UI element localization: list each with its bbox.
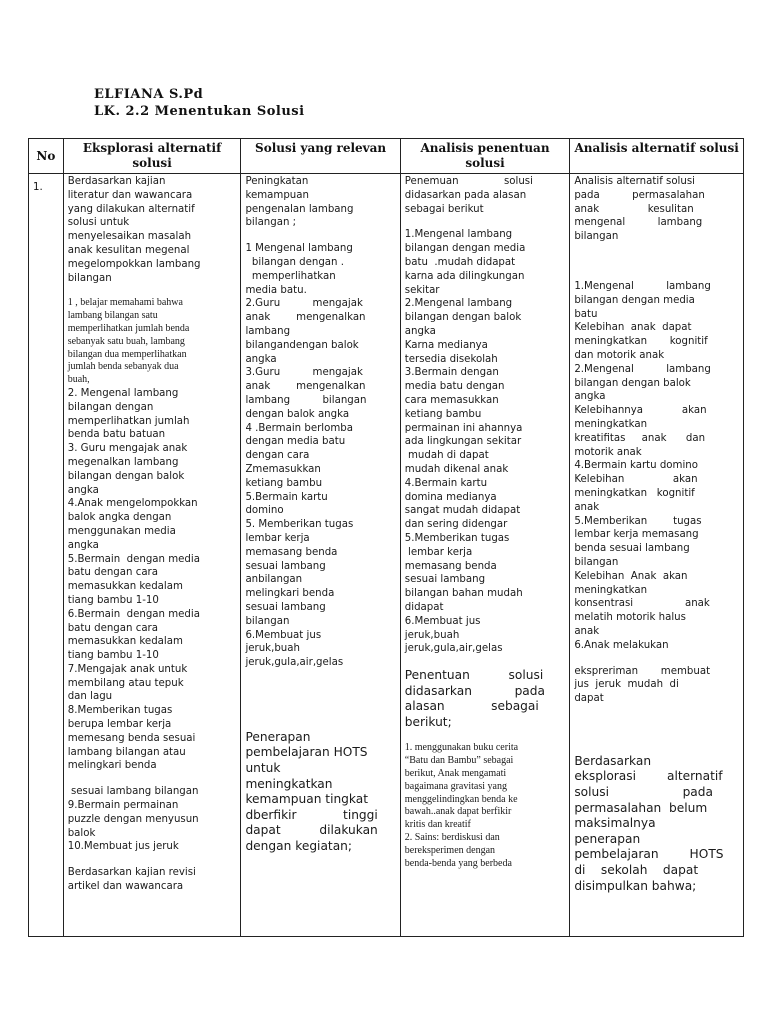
col3-line: angka	[404, 325, 436, 337]
table-header-row	[29, 139, 744, 174]
col1-line: tiang bambu 1-10	[67, 594, 159, 606]
col4-line: konsentrasi anak	[574, 598, 710, 610]
col2-line: bilangan dengan .	[245, 256, 344, 268]
col3-line: bagaimana gravitasi yang	[404, 780, 507, 792]
col4-line: angka	[574, 391, 606, 403]
col3-line: permainan ini ahannya	[404, 422, 523, 434]
col1-line: balok angka dengan	[67, 512, 172, 524]
col1-line: 7.Mengajak anak untuk	[67, 663, 188, 675]
col1-line: puzzle dengan menyusun	[67, 813, 199, 825]
col3-line: 4.Bermain kartu	[404, 477, 488, 489]
col1-line: batu dengan cara	[67, 622, 158, 634]
col1-line: yang dilakukan alternatif	[67, 203, 195, 215]
col4-line	[574, 268, 739, 280]
col1-line: memasukkan kedalam	[67, 581, 183, 593]
col1-line: melingkari benda	[67, 760, 157, 772]
col4-line: anak	[574, 501, 600, 513]
col3-line: benda-benda yang berbeda	[404, 857, 512, 869]
col3-line: batu .mudah didapat	[404, 256, 516, 268]
col1-line: lambang bilangan satu	[67, 310, 158, 322]
col4-line: Kelebihan Anak akan	[574, 570, 688, 582]
col4-line	[574, 730, 739, 742]
col1-line: bilangan dengan balok	[67, 470, 185, 482]
col2-line: 5.Bermain kartu	[245, 491, 328, 503]
col2-line: dberfikir tinggi	[245, 807, 378, 822]
col1-line: buah,	[67, 374, 90, 386]
col3-line: didasarkan pada	[404, 683, 545, 698]
col3-line: Karna medianya	[404, 339, 488, 351]
col1-line: bilangan	[67, 272, 112, 284]
header-no: No	[29, 139, 64, 174]
col1-line: Berdasarkan kajian revisi	[67, 867, 196, 879]
col2-line: jeruk,gula,air,gelas	[245, 657, 344, 669]
col4-line: permasalahan belum	[574, 800, 708, 815]
col2-line: 1 Mengenal lambang	[245, 243, 353, 255]
col2-line: pengenalan lambang	[245, 203, 354, 215]
col1-line: memasukkan kedalam	[67, 636, 183, 648]
col1-line: angka	[67, 484, 99, 496]
col4-line	[574, 706, 739, 718]
header-analisis-alternatif: Analisis alternatif solusi	[570, 139, 744, 174]
col1-line: dan lagu	[67, 691, 113, 703]
col1-line: memperlihatkan jumlah	[67, 415, 190, 427]
col2-line: dapat dilakukan	[245, 823, 378, 838]
col2-line: sesuai lambang	[245, 601, 326, 613]
col1-line: 6.Bermain dengan media	[67, 608, 200, 620]
col3-line: tersedia disekolah	[404, 353, 498, 365]
col2-line: 4 .Bermain berlomba	[245, 422, 353, 434]
col4-line: 4.Bermain kartu domino	[574, 460, 698, 472]
col3-line: 1.Mengenal lambang	[404, 229, 513, 241]
col2-line: memasang benda	[245, 546, 338, 558]
document-header	[94, 86, 305, 120]
col1-line: sesuai lambang bilangan	[67, 786, 199, 798]
col2-line: untuk	[245, 761, 281, 776]
col2-line: Peningkatan	[245, 176, 309, 187]
col2-line: lembar kerja	[245, 532, 310, 544]
row-number: 1.	[33, 182, 43, 193]
col4-line: 5.Memberikan tugas	[574, 515, 702, 527]
col1-line: sebanyak satu buah, lambang	[67, 335, 185, 347]
col2-line: bilangandengan balok	[245, 339, 359, 351]
col2-line: Zmemasukkan	[245, 463, 321, 475]
col3-line: 1. menggunakan buku cerita	[404, 742, 519, 754]
col3-line: karna ada dilingkungan	[404, 270, 525, 282]
col3-line	[405, 730, 566, 742]
col4-line: Berdasarkan	[574, 753, 652, 768]
col3-line: dan sering didengar	[404, 519, 508, 531]
col4-line: penerapan	[574, 831, 641, 846]
col4-line: dan motorik anak	[574, 349, 665, 361]
solution-table	[28, 138, 744, 937]
header-analisis-penentuan: Analisis penentuan solusi	[400, 139, 570, 174]
col4-line: solusi pada	[574, 785, 713, 800]
col4-line: anak kesulitan	[574, 203, 694, 215]
col3-line: mudah di dapat	[404, 450, 489, 462]
col1-line: anak kesulitan megenal	[67, 244, 190, 256]
col2-line: jeruk,buah	[245, 643, 300, 655]
col2-line: bilangan	[245, 615, 290, 627]
col3-line: bilangan dengan media	[404, 243, 526, 255]
col3-line: didapat	[404, 601, 444, 613]
col3-line: berikut;	[404, 714, 452, 729]
col3-line: bawah..anak dapat berfikir	[404, 806, 512, 818]
col2-line: angka	[245, 353, 277, 365]
col3-line: sekitar	[404, 284, 440, 296]
col2-line: pembelajaran HOTS	[245, 745, 368, 760]
col1-line: 8.Memberikan tugas	[67, 705, 173, 717]
col3-line: sebagai berikut	[404, 203, 484, 215]
col3-line: bereksperimen dengan	[404, 844, 496, 856]
col2-line	[245, 694, 395, 706]
col1-line: jumlah benda sebanyak dua	[67, 361, 179, 373]
col3-line: 2.Mengenal lambang	[404, 298, 513, 310]
col1-line: bilangan dua memperlihatkan	[67, 348, 187, 360]
col4-line	[574, 653, 739, 665]
col4-line: benda sesuai lambang	[574, 543, 690, 555]
col3-line: 6.Membuat jus	[404, 615, 481, 627]
cell-analisis-alternatif	[570, 174, 744, 937]
col1-line: 3. Guru mengajak anak	[67, 443, 188, 455]
col2-line: melingkari benda	[245, 588, 335, 600]
col4-line: anak	[574, 625, 600, 637]
cell-analisis-penentuan	[400, 174, 570, 937]
header-eksplorasi: Eksplorasi alternatif solusi	[63, 139, 241, 174]
col1-line: 4.Anak mengelompokkan	[67, 498, 198, 510]
col3-line: Penentuan solusi	[404, 668, 544, 683]
col2-line	[245, 682, 395, 694]
col3-line: kritis dan kreatif	[404, 819, 471, 831]
col4-line: bilangan	[574, 231, 619, 243]
col2-line: 3.Guru mengajak	[245, 367, 363, 379]
col3-line: bilangan bahan mudah	[404, 588, 523, 600]
col4-line	[574, 256, 739, 268]
col4-line: pada permasalahan	[574, 189, 705, 201]
col3-line: 2. Sains: berdiskusi dan	[404, 832, 500, 844]
col2-line: Penerapan	[245, 729, 311, 744]
col3-line: media batu dengan	[404, 381, 505, 393]
col2-line: 2.Guru mengajak	[245, 298, 363, 310]
cell-eksplorasi	[63, 174, 241, 937]
col4-line: 2.Mengenal lambang	[574, 363, 711, 375]
col1-line	[68, 285, 237, 297]
col4-line: pembelajaran HOTS	[574, 847, 724, 862]
col4-line: meningkatkan kognitif	[574, 487, 695, 499]
col2-line: bilangan ;	[245, 217, 297, 229]
col3-line: jeruk,buah	[404, 629, 460, 641]
col1-line: memesang benda sesuai	[67, 732, 196, 744]
col2-line: dengan cara	[245, 450, 310, 462]
col1-line: benda batu batuan	[67, 429, 166, 441]
col4-line: Kelebihan anak dapat	[574, 322, 692, 334]
col1-line: memperlihatkan jumlah benda	[67, 322, 190, 334]
col1-line: Berdasarkan kajian	[67, 176, 166, 187]
col4-line: meningkatkan	[574, 418, 648, 430]
col2-line: dengan balok angka	[245, 408, 350, 420]
col3-line: lembar kerja	[404, 546, 473, 558]
col4-line	[574, 718, 739, 730]
col2-line: ketiang bambu	[245, 477, 323, 489]
col2-line	[245, 670, 395, 682]
col3-line: mudah dikenal anak	[404, 463, 509, 475]
col4-line: bilangan dengan media	[574, 294, 695, 306]
col4-line	[574, 244, 739, 256]
col2-line: kemampuan	[245, 189, 309, 201]
col1-line: angka	[67, 539, 99, 551]
col1-line: menggunakan media	[67, 525, 176, 537]
col3-line: domina medianya	[404, 491, 497, 503]
col4-line	[574, 742, 739, 754]
col3-line: “Batu dan Bambu” sebagai	[404, 755, 514, 767]
col3-line: sesuai lambang	[404, 574, 486, 586]
col2-line: kemampuan tingkat	[245, 792, 369, 807]
col2-line: anak mengenalkan	[245, 312, 366, 324]
col3-line: ketiang bambu	[404, 408, 482, 420]
col4-line: eksplorasi alternatif	[574, 769, 723, 784]
col2-line: anak mengenalkan	[245, 381, 366, 393]
col1-line	[68, 854, 237, 866]
col3-line: bilangan dengan balok	[404, 312, 522, 324]
cell-solusi-relevan	[241, 174, 400, 937]
col3-line: didasarkan pada alasan	[404, 189, 527, 201]
col4-line: lembar kerja memasang	[574, 529, 699, 541]
col2-line: sesuai lambang	[245, 560, 326, 572]
analisis-alternatif-text	[574, 175, 739, 894]
col3-line: 5.Memberikan tugas	[404, 532, 510, 544]
col4-line: bilangan	[574, 556, 619, 568]
col3-line: cara memasukkan	[404, 394, 499, 406]
col3-line: jeruk,gula,air,gelas	[404, 643, 503, 655]
col1-line: lambang bilangan atau	[67, 746, 186, 758]
col4-line: 6.Anak melakukan	[574, 639, 669, 651]
col3-line: Penemuan solusi	[404, 176, 533, 187]
col2-line: lambang bilangan	[245, 394, 367, 406]
col2-line: domino	[245, 505, 284, 517]
col2-line: 5. Memberikan tugas	[245, 519, 354, 531]
col1-line: 10.Membuat jus jeruk	[67, 841, 179, 853]
col1-line: megenalkan lambang	[67, 456, 179, 468]
col4-line: meningkatkan	[574, 584, 648, 596]
col1-line: 5.Bermain dengan media	[67, 553, 200, 565]
col3-line: ada lingkungan sekitar	[404, 436, 522, 448]
col1-line: tiang bambu 1-10	[67, 650, 159, 662]
col3-line: menggelindingkan benda ke	[404, 793, 518, 805]
col3-line: berikut, Anak mengamati	[404, 768, 507, 780]
col3-line: memasang benda	[404, 560, 497, 572]
col1-line: megelompokkan lambang	[67, 258, 201, 270]
col4-line: 1.Mengenal lambang	[574, 280, 711, 292]
col4-line: maksimalnya	[574, 816, 656, 831]
col2-line	[245, 230, 395, 242]
col4-line: Analisis alternatif solusi	[574, 176, 695, 187]
col1-line: berupa lembar kerja	[67, 719, 172, 731]
col4-line: batu	[574, 308, 598, 320]
col1-line: menyelesaikan masalah	[67, 231, 192, 243]
col2-line	[245, 718, 395, 730]
analisis-penentuan-text	[405, 175, 566, 870]
col1-line: membilang atau tepuk	[67, 677, 184, 689]
col3-line	[405, 216, 566, 228]
col4-line: mengenal lambang	[574, 217, 703, 229]
col4-line: jus jeruk mudah di	[574, 679, 679, 691]
col4-line: dapat	[574, 693, 604, 705]
col1-line: batu dengan cara	[67, 567, 158, 579]
col2-line	[245, 706, 395, 718]
col2-line: dengan media batu	[245, 436, 346, 448]
col3-line: 3.Bermain dengan	[404, 367, 499, 379]
col4-line: bilangan dengan balok	[574, 377, 691, 389]
col1-line: artikel dan wawancara	[67, 881, 184, 893]
col3-line	[405, 656, 566, 668]
col4-line: di sekolah dapat	[574, 863, 699, 878]
col1-line: 1 , belajar memahami bahwa	[67, 297, 183, 309]
row-number-cell	[29, 174, 64, 937]
col4-line: meningkatkan kognitif	[574, 336, 708, 348]
col2-line: media batu.	[245, 284, 307, 296]
col1-line: balok	[67, 827, 96, 839]
col1-line: literatur dan wawancara	[67, 189, 193, 201]
col2-line: 6.Membuat jus	[245, 629, 322, 641]
col4-line: Kelebihan akan	[574, 474, 698, 486]
header-solusi-relevan: Solusi yang relevan	[241, 139, 400, 174]
col4-line: Kelebihannya akan	[574, 405, 707, 417]
col2-line: meningkatkan	[245, 776, 333, 791]
col3-line: sangat mudah didapat	[404, 505, 521, 517]
col4-line: disimpulkan bahwa;	[574, 878, 697, 893]
col2-line: lambang	[245, 325, 291, 337]
col2-line: memperlihatkan	[245, 270, 336, 282]
col1-line	[68, 773, 237, 785]
col4-line: ekspreriman membuat	[574, 665, 711, 677]
col1-line: 2. Mengenal lambang	[67, 387, 179, 399]
col4-line: motorik anak	[574, 446, 642, 458]
col4-line: kreatifitas anak dan	[574, 432, 706, 444]
solusi-relevan-text	[245, 175, 395, 855]
author-name: ELFIANA S.Pd	[94, 87, 204, 102]
eksplorasi-text	[68, 175, 237, 894]
col3-line: alasan sebagai	[404, 699, 539, 714]
col2-line: anbilangan	[245, 574, 303, 586]
col4-line: melatih motorik halus	[574, 612, 686, 624]
col2-line: dengan kegiatan;	[245, 839, 352, 854]
table-row	[29, 174, 744, 937]
col1-line: 9.Bermain permainan	[67, 800, 179, 812]
col1-line: bilangan dengan	[67, 401, 154, 413]
worksheet-title: LK. 2.2 Menentukan Solusi	[94, 104, 305, 119]
col1-line: solusi untuk	[67, 217, 130, 229]
